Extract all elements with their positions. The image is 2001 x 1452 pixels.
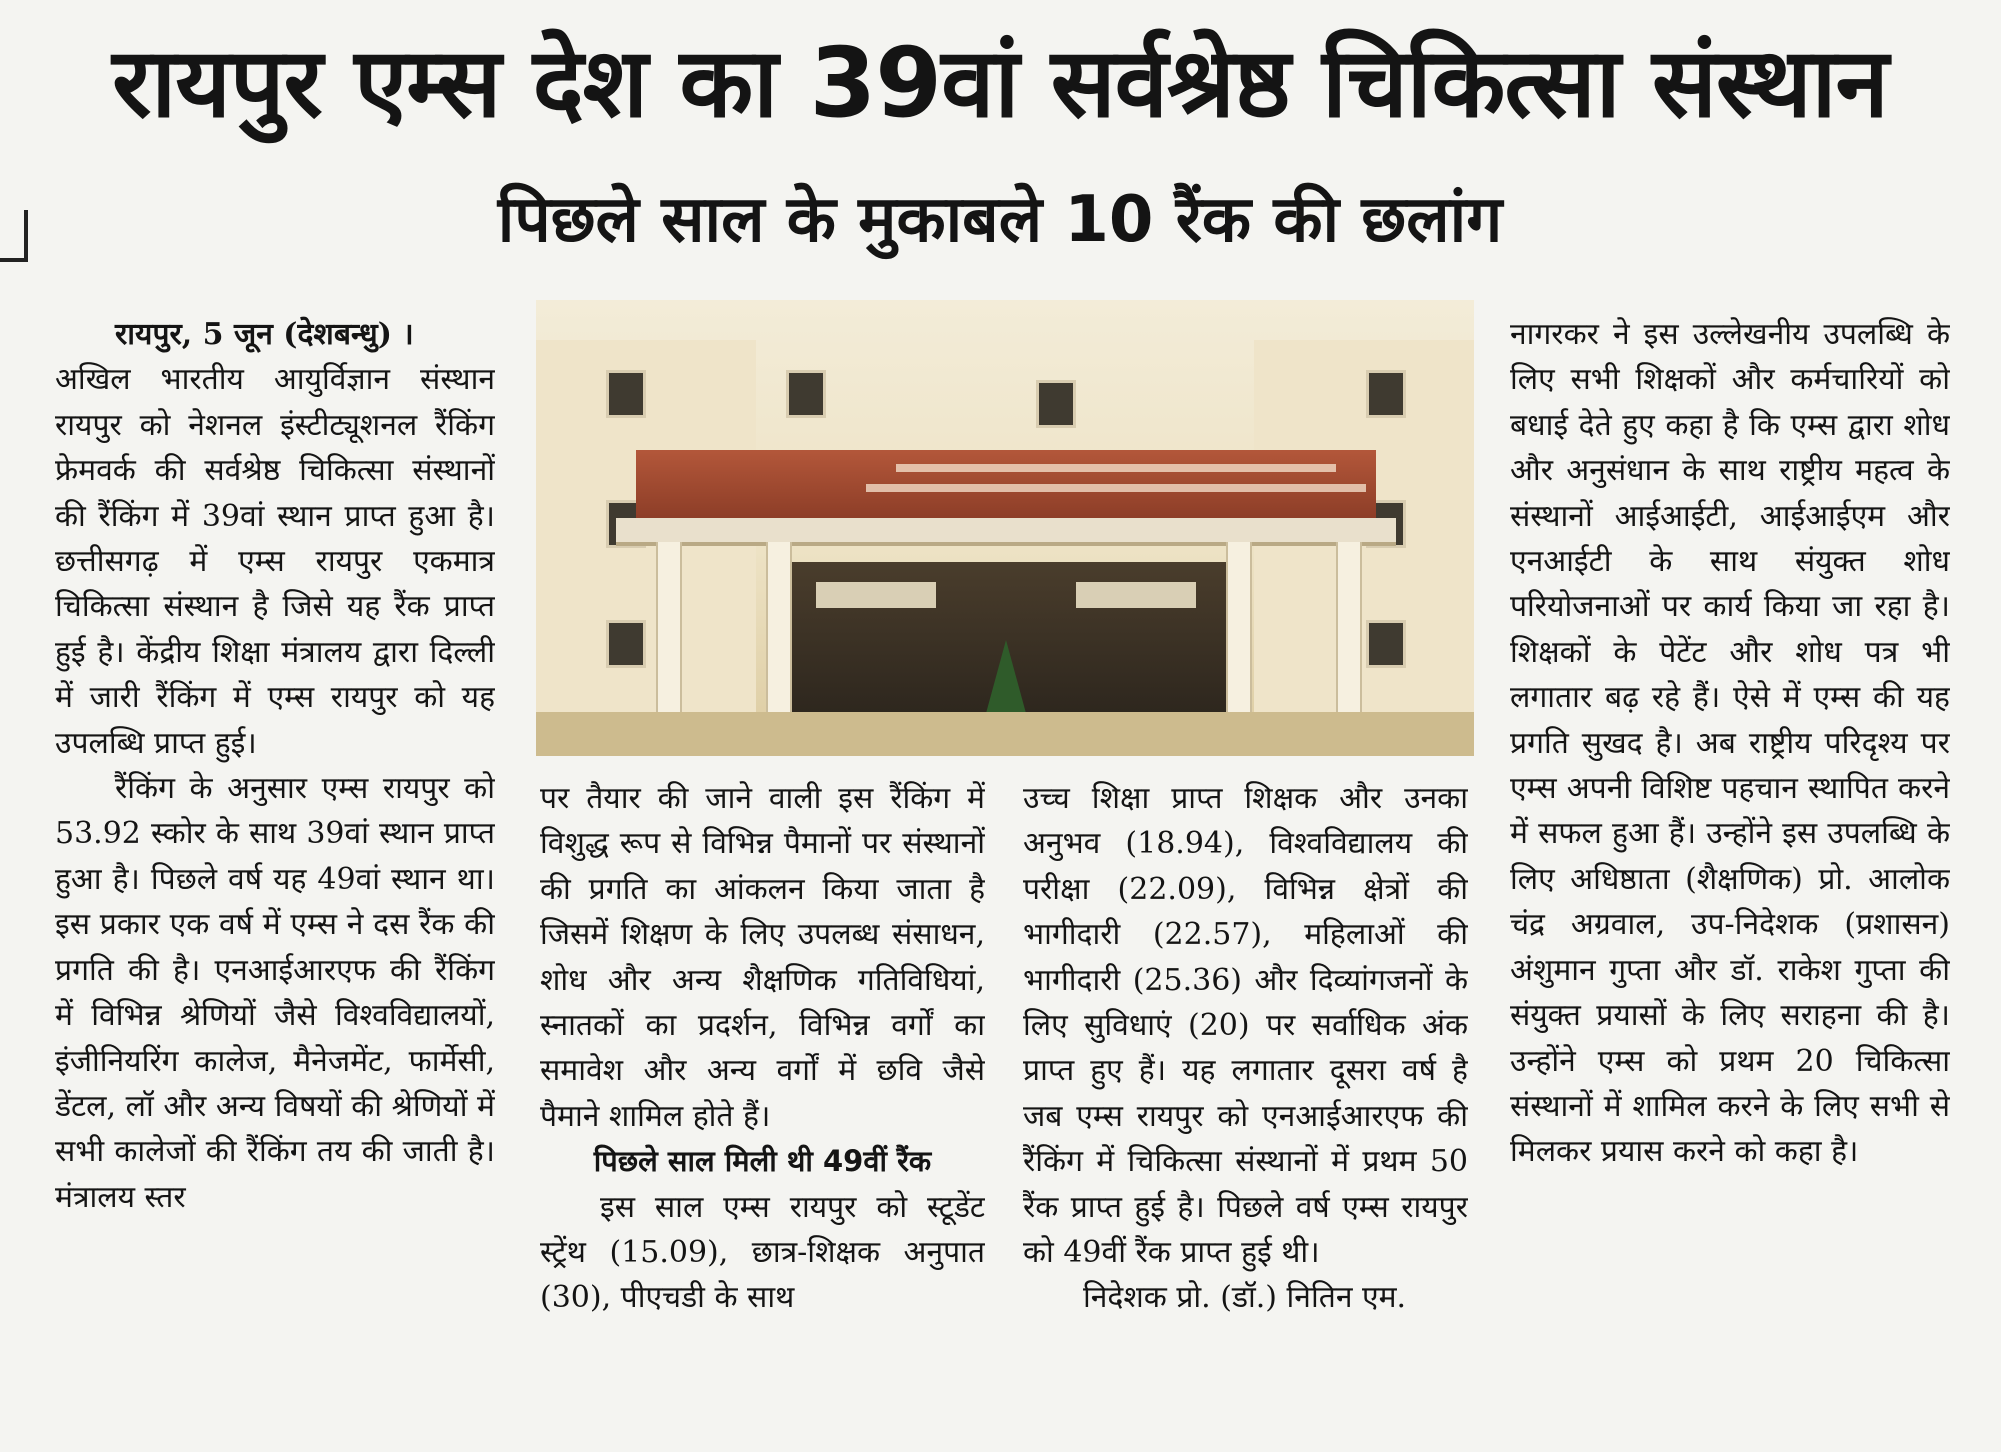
subheadline: पिछले साल के मुकाबले 10 रैंक की छलांग — [497, 183, 1503, 257]
article-paragraph: उच्च शिक्षा प्राप्त शिक्षक और उनका अनुभव (18.94), विश्वविद्यालय की परीक्षा (22.09), विभिन्न क्षेत्रों की भागीदारी (22.57), महिलाओं की भागीदारी (25.36) और दिव्यांगजनों के लिए सुविधाएं (20) पर सर्वाधिक अंक प्राप्त हुए हैं। यह लगातार दूसरा वर्ष है जब एम्स रायपुर को एनआईआरएफ की रैंकिंग में चिकित्सा संस्थानों में प्रथम 50 रैंक प्राप्त हुई है। पिछले वर्ष एम्स रायपुर को 49वीं रैंक प्राप्त हुई थी। — [1023, 781, 1468, 1271]
article-column-4 — [1510, 312, 1950, 1442]
article-paragraph: पर तैयार की जाने वाली इस रैंकिंग में विशुद्ध रूप से विभिन्न पैमानों पर संस्थानों की प्रगति का आंकलन किया जाता है जिसमें शिक्षण के लिए उपलब्ध संसाधन, शोध और अन्य शैक्षणिक गतिविधियां, स्नातकों का प्रदर्शन, विभिन्न वर्गों का समावेश और अन्य वर्गों में छवि जैसे पैमाने शामिल होते हैं। — [540, 781, 985, 1134]
headline: रायपुर एम्स देश का 39वां सर्वश्रेष्ठ चिकित्सा संस्थान — [112, 27, 1888, 139]
article-subheading: पिछले साल मिली थी 49वीं रैंक — [593, 1144, 932, 1179]
dateline: रायपुर, 5 जून (देशबन्धु) । — [115, 317, 414, 352]
entrance-sign — [816, 582, 936, 608]
article-column-3 — [1023, 776, 1468, 1442]
building-window — [606, 620, 646, 668]
building-window — [1366, 620, 1406, 668]
building-window — [1366, 370, 1406, 418]
aiims-building-photo — [536, 300, 1474, 756]
building-window — [1036, 380, 1076, 428]
banner-lettering — [896, 464, 1336, 472]
article-column-2 — [540, 776, 985, 1442]
page-edge-mark — [0, 210, 28, 262]
ground — [536, 712, 1474, 756]
building-name-banner — [636, 450, 1376, 520]
article-paragraph: निदेशक प्रो. (डॉ.) नितिन एम. — [1083, 1280, 1407, 1316]
building-wing-right — [1254, 340, 1474, 756]
article-column-1 — [55, 312, 495, 1442]
entrance-canopy — [616, 518, 1396, 546]
building-window — [606, 370, 646, 418]
entrance-sign — [1076, 582, 1196, 608]
article-paragraph: नागरकर ने इस उल्लेखनीय उपलब्धि के लिए सभी शिक्षकों और कर्मचारियों को बधाई देते हुए कहा है कि एम्स द्वारा शोध और अनुसंधान के साथ राष्ट्रीय महत्व के संस्थानों आईआईटी, आईआईएम और एनआईटी के साथ संयुक्त शोध परियोजनाओं पर कार्य किया जा रहा है। शिक्षकों के पेटेंट और शोध पत्र भी लगातार बढ़ रहे हैं। ऐसे में एम्स की यह प्रगति सुखद है। अब राष्ट्रीय परिदृश्य पर एम्स अपनी विशिष्ट पहचान स्थापित करने में सफल हुआ हैं। उन्होंने इस उपलब्धि के लिए अधिष्ठाता (शैक्षणिक) प्रो. आलोक चंद्र अग्रवाल, उप-निदेशक (प्रशासन) अंशुमान गुप्ता और डॉ. राकेश गुप्ता की संयुक्त प्रयासों के लिए सराहना की है। उन्होंने एम्स को प्रथम 20 चिकित्सा संस्थानों में शामिल करने के लिए सभी से मिलकर प्रयास करने को कहा है। — [1510, 317, 1950, 1170]
article-paragraph: अखिल भारतीय आयुर्विज्ञान संस्थान रायपुर को नेशनल इंस्टीट्यूशनल रैंकिंग फ्रेमवर्क की सर्वश्रेष्ठ चिकित्सा संस्थानों की रैंकिंग में 39वां स्थान प्राप्त हुआ है। छत्तीसगढ़ में एम्स रायपुर एकमात्र चिकित्सा संस्थान है जिसे यह रैंक प्राप्त हुई है। केंद्रीय शिक्षा मंत्रालय द्वारा दिल्ली में जारी रैंकिंग में एम्स रायपुर को यह उपलब्धि प्राप्त हुई। — [55, 362, 495, 761]
article-paragraph: इस साल एम्स रायपुर को स्टूडेंट स्ट्रेंथ (15.09), छात्र-शिक्षक अनुपात (30), पीएचडी के साथ — [540, 1189, 985, 1316]
dateline-paragraph — [55, 312, 495, 357]
banner-lettering — [866, 484, 1366, 492]
article-paragraph: रैंकिंग के अनुसार एम्स रायपुर को 53.92 स्कोर के साथ 39वां स्थान प्राप्त हुआ है। पिछले वर्ष यह 49वां स्थान था। इस प्रकार एक वर्ष में एम्स ने दस रैंक की प्रगति की है। एनआईआरएफ की रैंकिंग में विभिन्न श्रेणियों जैसे विश्वविद्यालयों, इंजीनियरिंग कालेज, मैनेजमेंट, फार्मेसी, डेंटल, लॉ और अन्य विषयों की श्रेणियों में सभी कालेजों की रैंकिंग तय की जाती है। मंत्रालय स्तर — [55, 771, 495, 1215]
building-window — [786, 370, 826, 418]
building-wing-left — [536, 340, 756, 756]
